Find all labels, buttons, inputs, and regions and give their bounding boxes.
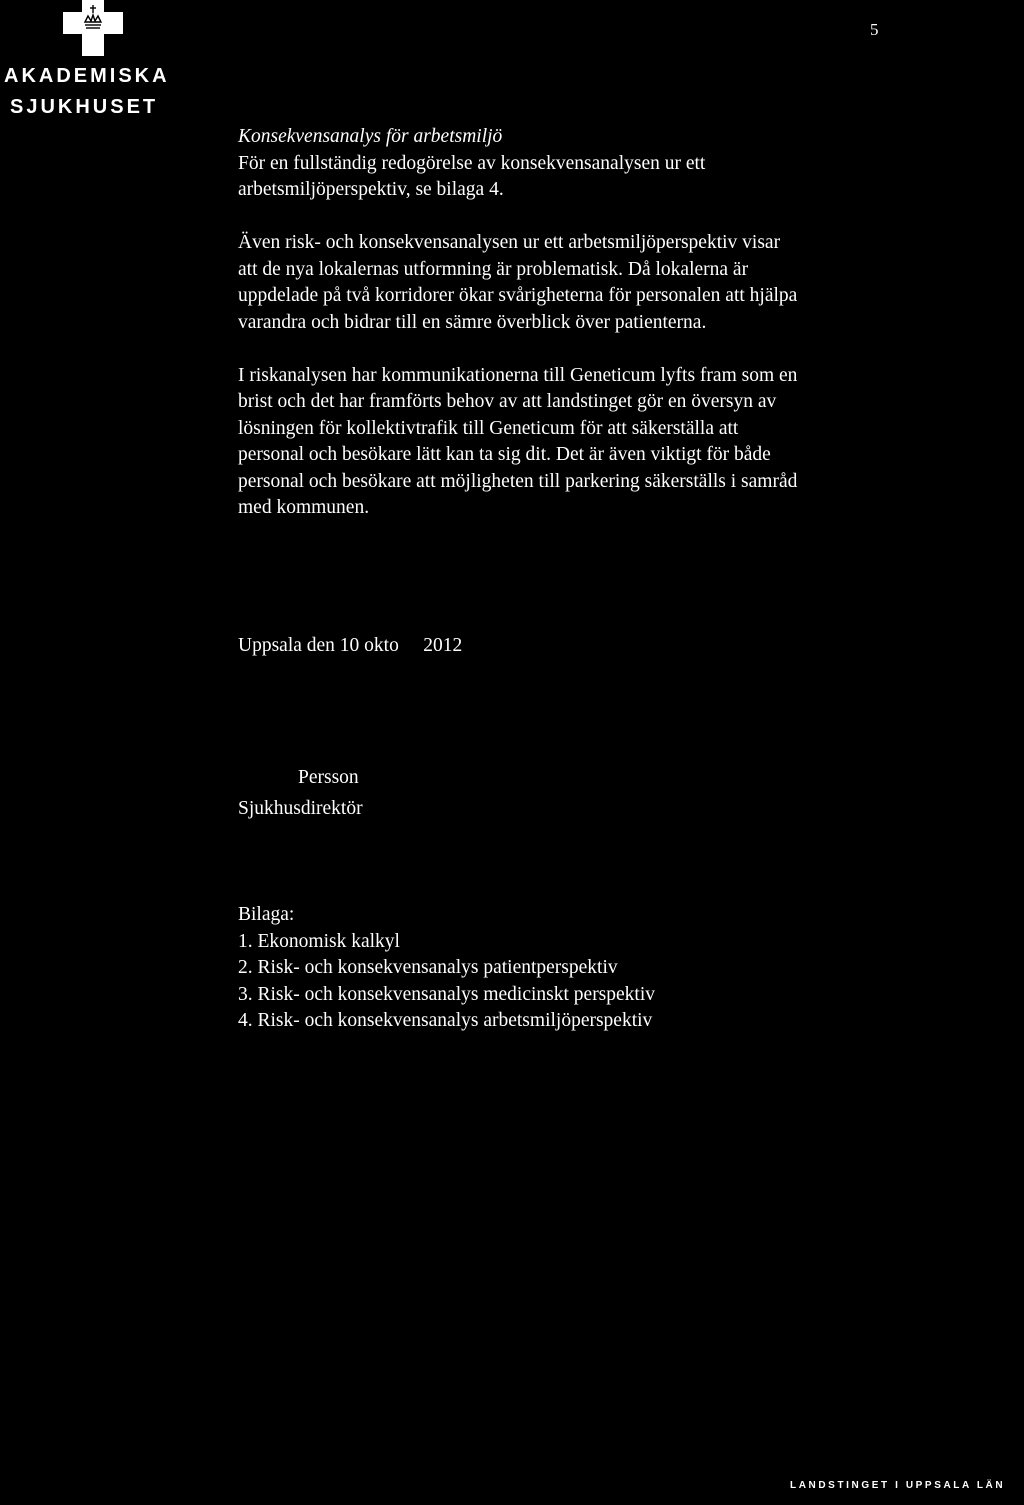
attachments-heading: Bilaga: [238,904,295,925]
document-body [238,124,898,548]
attachment-item: 3. Risk- och konsekvensanalys medicinskt perspektiv [238,983,656,1005]
paragraph-line: arbetsmiljöperspektiv, se bilaga 4. [238,179,504,200]
signatory-name: Persson [298,767,359,788]
attachment-item: 2. Risk- och konsekvensanalys patientperspektiv [238,957,618,978]
signatory-title: Sjukhusdirektör [238,798,363,819]
paragraph-line: För en fullständig redogörelse av konsekvensanalysen ur ett [238,152,706,174]
logo-text-line1: AKADEMISKA [4,65,170,87]
paragraph-line: personal och besökare att möjligheten till parkering säkerställs i samråd [238,470,798,492]
attachments-list [238,902,655,1035]
page-number: 5 [870,20,879,39]
attachment-item: 4. Risk- och konsekvensanalys arbetsmiljöperspektiv [238,1010,653,1031]
paragraph-line: I riskanalysen har kommunikationerna till Geneticum lyfts fram som en [238,364,798,386]
footer-organization: LANDSTINGET I UPPSALA LÄN [790,1480,1006,1491]
attachment-item: 1. Ekonomisk kalkyl [238,930,400,952]
date-line: Uppsala den 10 okto 2012 [238,635,463,656]
paragraph-line: med kommunen. [238,497,370,518]
section-heading: Konsekvensanalys för arbetsmiljö [238,126,503,147]
paragraph-line: lösningen för kollektivtrafik till Geneticum för att säkerställa att [238,417,739,439]
paragraph-2 [238,230,898,336]
paragraph-line: uppdelade på två korridorer ökar svårigheterna för personalen att hjälpa [238,285,798,306]
paragraph-1 [238,151,898,204]
paragraph-line: varandra och bidrar till en sämre överblick över patienterna. [238,311,707,333]
paragraph-line: att de nya lokalernas utformning är problematisk. Då lokalerna är [238,258,749,280]
paragraph-3 [238,363,898,522]
hospital-logo-icon [63,0,123,56]
paragraph-line: brist och det har framförts behov av att landstinget gör en översyn av [238,391,777,412]
paragraph-line: personal och besökare lätt kan ta sig dit. Det är även viktigt för både [238,444,771,465]
logo-text-line2: SJUKHUSET [10,96,159,118]
paragraph-line: Även risk- och konsekvensanalysen ur ett arbetsmiljöperspektiv visar [238,232,781,253]
